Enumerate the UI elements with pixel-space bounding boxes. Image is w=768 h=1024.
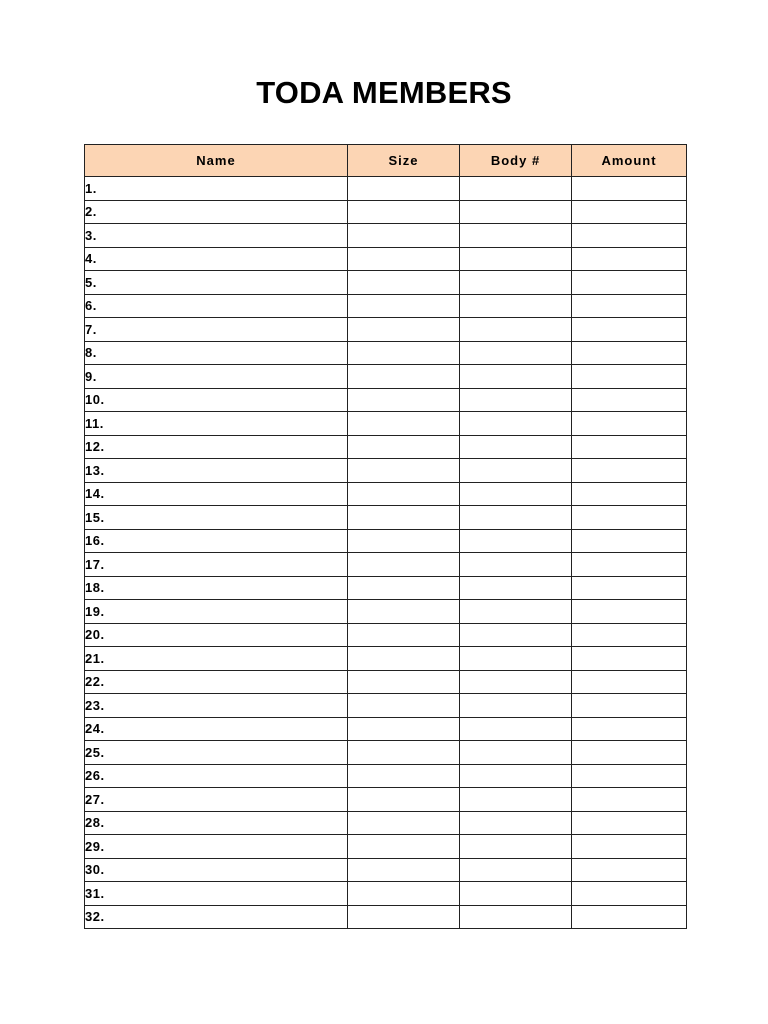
amount-cell [572,576,687,600]
body-number-cell [460,623,572,647]
amount-cell [572,271,687,295]
table-row [85,623,687,647]
amount-cell [572,835,687,859]
body-number-cell [460,435,572,459]
name-cell: 12. [85,435,348,459]
body-number-cell [460,858,572,882]
table-row [85,529,687,553]
amount-cell [572,459,687,483]
body-number-cell [460,294,572,318]
name-cell: 21. [85,647,348,671]
table-row [85,200,687,224]
body-number-cell [460,600,572,624]
amount-cell [572,553,687,577]
size-cell [348,200,460,224]
table-row [85,341,687,365]
table-row [85,647,687,671]
amount-cell [572,482,687,506]
size-cell [348,177,460,201]
name-cell: 20. [85,623,348,647]
name-cell: 10. [85,388,348,412]
name-cell: 26. [85,764,348,788]
table-row [85,506,687,530]
name-cell: 32. [85,905,348,929]
name-cell: 13. [85,459,348,483]
size-cell [348,694,460,718]
amount-cell [572,694,687,718]
amount-cell [572,741,687,765]
size-cell [348,506,460,530]
size-cell [348,623,460,647]
name-cell: 29. [85,835,348,859]
table-row [85,177,687,201]
table-row [85,553,687,577]
name-cell: 18. [85,576,348,600]
table-row [85,835,687,859]
name-cell: 6. [85,294,348,318]
name-cell: 9. [85,365,348,389]
column-header-amount: Amount [572,145,687,177]
size-cell [348,811,460,835]
size-cell [348,529,460,553]
body-number-cell [460,247,572,271]
table-row [85,717,687,741]
name-cell: 3. [85,224,348,248]
name-cell: 27. [85,788,348,812]
size-cell [348,318,460,342]
size-cell [348,741,460,765]
table-row [85,811,687,835]
body-number-cell [460,529,572,553]
body-number-cell [460,576,572,600]
table-body [85,177,687,929]
amount-cell [572,177,687,201]
body-number-cell [460,694,572,718]
amount-cell [572,506,687,530]
size-cell [348,835,460,859]
amount-cell [572,412,687,436]
table-row [85,435,687,459]
name-cell: 22. [85,670,348,694]
name-cell: 24. [85,717,348,741]
size-cell [348,435,460,459]
body-number-cell [460,341,572,365]
name-cell: 14. [85,482,348,506]
size-cell [348,670,460,694]
name-cell: 11. [85,412,348,436]
body-number-cell [460,905,572,929]
size-cell [348,905,460,929]
column-header-size: Size [348,145,460,177]
table-row [85,365,687,389]
body-number-cell [460,318,572,342]
amount-cell [572,905,687,929]
body-number-cell [460,177,572,201]
table-row [85,905,687,929]
table-row [85,459,687,483]
body-number-cell [460,200,572,224]
column-header-body-number: Body # [460,145,572,177]
amount-cell [572,623,687,647]
size-cell [348,388,460,412]
name-cell: 23. [85,694,348,718]
table-row [85,247,687,271]
name-cell: 7. [85,318,348,342]
table-row [85,764,687,788]
amount-cell [572,717,687,741]
name-cell: 28. [85,811,348,835]
size-cell [348,482,460,506]
amount-cell [572,764,687,788]
amount-cell [572,529,687,553]
name-cell: 2. [85,200,348,224]
table-row [85,412,687,436]
members-table [84,144,687,929]
size-cell [348,271,460,295]
body-number-cell [460,459,572,483]
amount-cell [572,811,687,835]
body-number-cell [460,224,572,248]
body-number-cell [460,882,572,906]
body-number-cell [460,365,572,389]
name-cell: 17. [85,553,348,577]
amount-cell [572,341,687,365]
table-header-row [85,145,687,177]
name-cell: 5. [85,271,348,295]
amount-cell [572,294,687,318]
size-cell [348,788,460,812]
amount-cell [572,435,687,459]
table-row [85,318,687,342]
amount-cell [572,788,687,812]
size-cell [348,717,460,741]
body-number-cell [460,811,572,835]
name-cell: 30. [85,858,348,882]
name-cell: 31. [85,882,348,906]
size-cell [348,647,460,671]
amount-cell [572,670,687,694]
size-cell [348,459,460,483]
name-cell: 15. [85,506,348,530]
body-number-cell [460,506,572,530]
table-row [85,482,687,506]
amount-cell [572,858,687,882]
name-cell: 25. [85,741,348,765]
body-number-cell [460,741,572,765]
amount-cell [572,647,687,671]
size-cell [348,412,460,436]
name-cell: 1. [85,177,348,201]
table-row [85,576,687,600]
size-cell [348,764,460,788]
table-row [85,224,687,248]
table-row [85,388,687,412]
amount-cell [572,224,687,248]
size-cell [348,576,460,600]
body-number-cell [460,271,572,295]
name-cell: 4. [85,247,348,271]
body-number-cell [460,553,572,577]
size-cell [348,553,460,577]
table-row [85,271,687,295]
size-cell [348,247,460,271]
body-number-cell [460,717,572,741]
page-title: TODA MEMBERS [256,75,512,110]
table-row [85,694,687,718]
name-cell: 19. [85,600,348,624]
table-row [85,882,687,906]
body-number-cell [460,482,572,506]
table-row [85,741,687,765]
body-number-cell [460,670,572,694]
size-cell [348,294,460,318]
amount-cell [572,600,687,624]
size-cell [348,600,460,624]
size-cell [348,858,460,882]
table-row [85,294,687,318]
amount-cell [572,882,687,906]
table-row [85,600,687,624]
amount-cell [572,318,687,342]
table-row [85,670,687,694]
body-number-cell [460,647,572,671]
amount-cell [572,200,687,224]
table-row [85,788,687,812]
table-row [85,858,687,882]
amount-cell [572,388,687,412]
name-cell: 16. [85,529,348,553]
size-cell [348,365,460,389]
size-cell [348,341,460,365]
size-cell [348,224,460,248]
column-header-name: Name [85,145,348,177]
amount-cell [572,247,687,271]
body-number-cell [460,788,572,812]
body-number-cell [460,764,572,788]
size-cell [348,882,460,906]
body-number-cell [460,388,572,412]
body-number-cell [460,835,572,859]
amount-cell [572,365,687,389]
name-cell: 8. [85,341,348,365]
body-number-cell [460,412,572,436]
